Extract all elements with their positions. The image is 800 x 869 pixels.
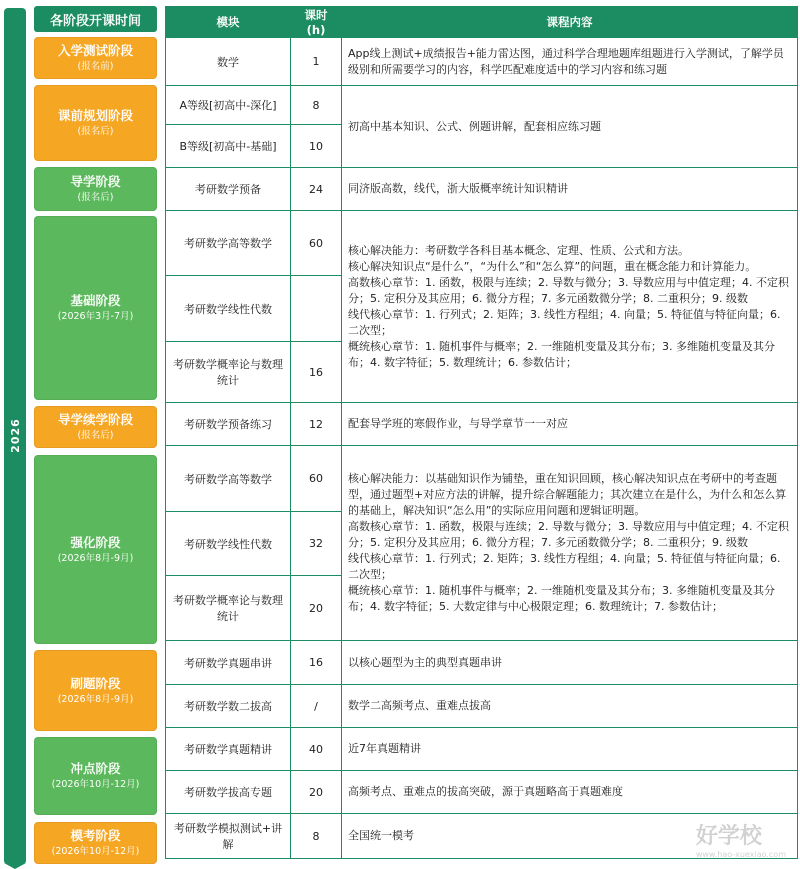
hours-cell: 24	[291, 168, 342, 211]
stage-name: 课前规划阶段	[57, 108, 133, 123]
hours-cell: 16	[291, 641, 342, 685]
hours-cell: 20	[291, 576, 342, 641]
hours-cell: 40	[291, 728, 342, 771]
stage-sub: (报名后)	[77, 430, 114, 441]
module-cell: 考研数学真题串讲	[166, 641, 291, 685]
content-line: 近7年真题精讲	[348, 742, 421, 755]
stage-name: 冲点阶段	[70, 761, 121, 776]
content-cell	[342, 403, 798, 446]
module-cell: 考研数学真题精讲	[166, 728, 291, 771]
table-row	[166, 728, 798, 771]
module-cell: 数学	[166, 38, 291, 86]
stage-name: 导学阶段	[70, 174, 121, 189]
module-cell: B等级[初高中-基础]	[166, 125, 291, 168]
stage-name: 基础阶段	[70, 293, 121, 308]
content-line: 高数核心章节：1. 函数，极限与连续；2. 导数与微分；3. 导数应用与中值定理；4. 不定积分；5. 定积分及其应用；6. 微分方程；7. 多元函数微分学；8. 二重积分；9. 级数	[348, 275, 789, 305]
table-row	[166, 771, 798, 814]
table-row	[166, 685, 798, 728]
stage-sub: (报名后)	[77, 126, 114, 137]
module-cell: A等级[初高中-深化]	[166, 86, 291, 125]
content-line: 核心解决能力：以基础知识作为铺垫，重在知识回顾，核心解决知识点在考研中的考查题型，通过题型+对应方法的讲解，提升综合解题能力；其次建立在是什么，为什么和怎么算的基础上，解决知识“怎么用”的实际应用问题和逻辑证明题。	[348, 472, 787, 517]
module-cell: 考研数学数二拔高	[166, 685, 291, 728]
stage-pre-planning	[34, 85, 157, 161]
stage-column-header: 各阶段开课时间	[34, 6, 157, 32]
content-line: 核心解决能力：考研数学各科目基本概念、定理、性质、公式和方法。	[348, 243, 689, 257]
stage-guide-continue	[34, 406, 157, 448]
table-row	[166, 168, 798, 211]
stage-name: 刷题阶段	[70, 675, 121, 691]
hours-cell: 10	[291, 125, 342, 168]
stage-foundation	[34, 216, 157, 400]
course-table	[165, 6, 798, 859]
hours-cell: 16	[291, 342, 342, 403]
content-line: 以核心题型为主的典型真题串讲	[348, 655, 502, 669]
content-cell	[342, 728, 798, 771]
content-line: 高数核心章节：1. 函数，极限与连续；2. 导数与微分；3. 导数应用与中值定理；4. 不定积分；5. 定积分及其应用；6. 微分方程；7. 多元函数微分学；8. 二重积分；9. 级数	[348, 520, 789, 549]
content-cell	[342, 641, 798, 685]
stage-guide	[34, 167, 157, 211]
year-label: 2026	[8, 418, 22, 453]
hours-cell: 60	[291, 446, 342, 512]
stage-intensive	[34, 455, 157, 644]
stage-sprint	[34, 737, 157, 815]
content-header: 课程内容	[342, 7, 798, 38]
module-cell: 考研数学线性代数	[166, 512, 291, 576]
table-row	[166, 403, 798, 446]
table-row	[166, 211, 798, 276]
content-line: 全国统一模考	[348, 829, 414, 842]
content-cell	[342, 38, 798, 86]
hours-cell	[291, 276, 342, 342]
stage-sub: (报名前)	[77, 61, 114, 72]
module-cell: 考研数学高等数学	[166, 211, 291, 276]
content-line: 线代核心章节：1. 行列式；2. 矩阵；3. 线性方程组；4. 向量；5. 特征值与特征向量；6. 二次型；	[348, 307, 781, 337]
stage-sub: (报名后)	[77, 192, 114, 203]
module-cell: 考研数学概率论与数理统计	[166, 342, 291, 403]
stage-mock-exam	[34, 822, 157, 864]
content-cell	[342, 771, 798, 814]
content-cell	[342, 86, 798, 168]
stage-name: 入学测试阶段	[57, 43, 133, 58]
content-line: 概统核心章节：1. 随机事件与概率；2. 一维随机变量及其分布；3. 多维随机变量及其分布；4. 数字特征；5. 数理统计；6. 参数估计；	[348, 339, 775, 369]
content-line: 数学二高频考点、重难点拔高	[348, 699, 491, 712]
module-cell: 考研数学预备	[166, 168, 291, 211]
content-line: 线代核心章节：1. 行列式；2. 矩阵；3. 线性方程组；4. 向量；5. 特征值与特征向量；6. 二次型；	[348, 552, 781, 581]
hours-cell: 8	[291, 814, 342, 859]
stage-sub: (2026年3月-7月)	[57, 311, 134, 322]
stage-sub: (2026年10月-12月)	[51, 846, 140, 857]
hours-header: 课时(h)	[291, 7, 342, 38]
stage-name: 导学续学阶段	[57, 412, 133, 427]
module-header: 模块	[166, 7, 291, 38]
content-line: 配套导学班的寒假作业，与导学章节一一对应	[348, 417, 568, 430]
stage-sub: (2026年10月-12月)	[51, 779, 140, 790]
hours-cell: 20	[291, 771, 342, 814]
stage-entrance-test	[34, 37, 157, 79]
watermark-logo	[696, 819, 786, 859]
hours-cell: 8	[291, 86, 342, 125]
content-line: 高频考点、重难点的拔高突破，源于真题略高于真题难度	[348, 785, 623, 798]
module-cell: 考研数学模拟测试+讲解	[166, 814, 291, 859]
module-cell: 考研数学高等数学	[166, 446, 291, 512]
watermark-brand: 好学校	[695, 824, 762, 849]
hours-cell: /	[291, 685, 342, 728]
content-line: 概统核心章节：1. 随机事件与概率；2. 一维随机变量及其分布；3. 多维随机变量及其分布；4. 数字特征；5. 大数定律与中心极限定理；6. 数理统计；7. 参数估计；	[348, 584, 775, 613]
table-row	[166, 38, 798, 86]
content-cell	[342, 446, 798, 641]
table-row	[166, 641, 798, 685]
module-cell: 考研数学线性代数	[166, 276, 291, 342]
content-cell	[342, 685, 798, 728]
table-header-row	[166, 7, 798, 38]
table-row	[166, 86, 798, 125]
stage-sub: (2026年8月-9月)	[57, 552, 134, 564]
hours-cell: 12	[291, 403, 342, 446]
content-line: 核心解决知识点“是什么”，“为什么”和“怎么算”的问题，重在概念能力和计算能力。	[348, 259, 757, 273]
content-line: App线上测试+成绩报告+能力雷达图，通过科学合理地题库组题进行入学测试，了解学员级别和所需要学习的内容，科学匹配难度适中的学习内容和练习题	[348, 46, 784, 76]
content-cell	[342, 211, 798, 403]
module-cell: 考研数学预备练习	[166, 403, 291, 446]
module-cell: 考研数学拔高专题	[166, 771, 291, 814]
content-line: 同济版高数，线代，浙大版概率统计知识精讲	[348, 182, 568, 195]
stage-practice	[34, 650, 157, 731]
watermark-url: www.hao-xuexiao.com	[695, 850, 786, 859]
hours-cell: 60	[291, 211, 342, 276]
year-bar	[4, 8, 26, 863]
content-line: 初高中基本知识、公式、例题讲解，配套相应练习题	[348, 119, 601, 133]
stage-name: 模考阶段	[70, 828, 121, 843]
stage-sub: (2026年8月-9月)	[57, 693, 134, 705]
hours-cell: 32	[291, 512, 342, 576]
module-cell: 考研数学概率论与数理统计	[166, 576, 291, 641]
stage-name: 强化阶段	[70, 534, 121, 550]
content-cell	[342, 168, 798, 211]
table-row	[166, 446, 798, 512]
hours-cell: 1	[291, 38, 342, 86]
